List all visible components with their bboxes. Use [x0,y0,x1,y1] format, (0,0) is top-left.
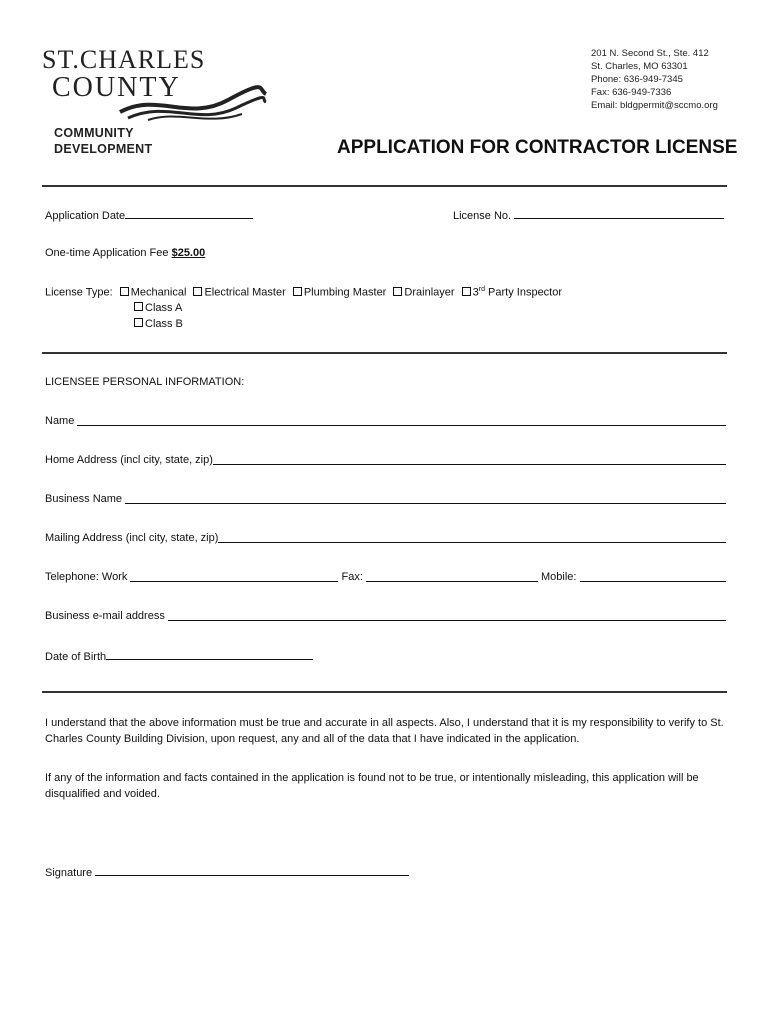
mechanical-checkbox[interactable] [120,287,129,296]
logo-wave-icon [118,82,268,122]
logo-text-st-charles: ST.CHARLES [42,45,206,74]
application-date-row [45,208,253,222]
telephone-work-label: Telephone: Work [45,571,128,583]
license-type-label: License Type: [45,286,113,299]
dob-label: Date of Birth [45,651,107,663]
email-label: Business e-mail address [45,610,165,622]
class-b-label: Class B [145,318,183,330]
signature-label: Signature [45,867,93,879]
mobile-field[interactable] [580,571,726,582]
email-row [45,610,726,622]
license-no-row [453,208,724,222]
mailing-address-row [45,532,726,544]
application-date-field[interactable] [125,208,253,219]
dob-field[interactable] [106,649,313,660]
third-party-checkbox[interactable] [462,287,471,296]
mailing-address-label: Mailing Address (incl city, state, zip) [45,532,219,544]
name-label: Name [45,415,75,427]
home-address-field[interactable] [213,454,726,465]
fax-field[interactable] [366,571,538,582]
page-title: APPLICATION FOR CONTRACTOR LICENSE [337,137,738,158]
mobile-label: Mobile: [541,571,577,583]
electrical-checkbox[interactable] [193,287,202,296]
mechanical-label: Mechanical [130,286,187,299]
third-party-label: Party Inspector [488,286,563,299]
license-type-row [45,286,562,299]
home-address-row [45,454,726,466]
class-a-row [130,302,182,314]
class-b-checkbox[interactable] [134,318,143,327]
home-address-label: Home Address (incl city, state, zip) [45,454,213,466]
name-field[interactable] [77,415,726,426]
third-party-number: 3 [472,286,479,299]
address-city: St. Charles, MO 63301 [591,61,688,72]
drainlayer-checkbox[interactable] [393,287,402,296]
telephone-row [45,571,726,583]
class-b-row [130,318,183,330]
license-no-label: License No. [453,210,512,222]
plumbing-label: Plumbing Master [303,286,387,299]
license-no-field[interactable] [514,208,724,219]
plumbing-checkbox[interactable] [293,287,302,296]
business-name-row [45,493,726,505]
dob-row [45,649,313,663]
electrical-label: Electrical Master [204,286,286,299]
statement-paragraph-1: I understand that the above information must be true and accurate in all aspects. Also, I understand that it is my responsibility to verify to St. Charles County Building Division, upon request, any and all of the data that I have indicated in the application. [45,717,724,745]
fee-row [45,247,205,259]
business-name-label: Business Name [45,493,123,505]
address-email: Email: bldgpermit@sccmo.org [591,100,718,111]
name-row [45,415,726,427]
divider [42,185,727,187]
divider [42,691,727,693]
business-name-field[interactable] [125,493,726,504]
divider [42,352,727,354]
personal-info-heading: LICENSEE PERSONAL INFORMATION: [45,376,245,388]
statement-paragraph-2: If any of the information and facts contained in the application is found not to be true, or intentionally misleading, this application will be disqualified and voided. [45,772,699,800]
class-a-label: Class A [145,302,183,314]
fee-amount: $25.00 [171,247,206,259]
address-street: 201 N. Second St., Ste. 412 [591,48,709,59]
logo-text-community: COMMUNITY [54,126,134,140]
signature-row [45,865,409,879]
telephone-work-field[interactable] [130,571,338,582]
signature-field[interactable] [95,865,409,876]
mailing-address-field[interactable] [218,532,726,543]
fax-label: Fax: [341,571,363,583]
third-party-superscript: rd [478,286,485,293]
fee-label: One-time Application Fee [45,247,169,259]
drainlayer-label: Drainlayer [404,286,455,299]
logo-text-county: COUNTY [52,72,181,103]
logo-text-development: DEVELOPMENT [54,142,153,156]
email-field[interactable] [168,610,726,621]
office-address [591,47,718,112]
address-phone: Phone: 636-949-7345 [591,74,683,85]
application-date-label: Application Date [45,210,126,222]
class-a-checkbox[interactable] [134,302,143,311]
address-fax: Fax: 636-949-7336 [591,87,672,98]
